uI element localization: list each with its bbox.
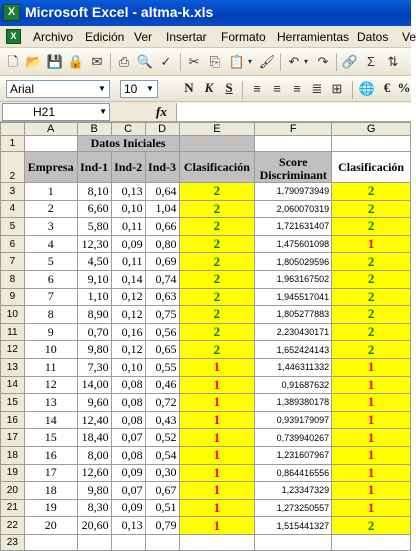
cell-empresa[interactable]: 3 <box>24 218 77 236</box>
cell-ind3[interactable]: 0,54 <box>145 446 179 464</box>
cell-clasificacion[interactable]: 1 <box>179 429 255 447</box>
row-header[interactable]: 1 <box>1 136 25 152</box>
cell-ind1[interactable]: 9,10 <box>77 270 111 288</box>
column-header-d[interactable]: D <box>145 123 179 136</box>
cell-ind2[interactable]: 0,08 <box>111 411 145 429</box>
cell-empresa[interactable]: 14 <box>24 411 77 429</box>
menu-ver[interactable]: Ver <box>134 30 153 44</box>
row-header[interactable]: 8 <box>1 270 25 288</box>
cell-empresa[interactable]: 10 <box>24 341 77 359</box>
cell-score[interactable]: 1,721631407 <box>255 218 332 236</box>
table-row <box>1 253 411 271</box>
align-center-icon[interactable]: ≡ <box>273 81 281 96</box>
cell-clasificacion-2[interactable]: 2 <box>332 517 411 535</box>
menu-insertar[interactable]: Insertar <box>166 30 207 44</box>
cell-ind2[interactable]: 0,08 <box>111 394 145 412</box>
table-row <box>1 499 411 517</box>
table-row <box>1 464 411 482</box>
cell-ind2[interactable]: 0,08 <box>111 376 145 394</box>
new-document-icon[interactable]: 🗋 <box>7 54 19 69</box>
table-row <box>1 411 411 429</box>
title-bar <box>0 0 411 26</box>
standard-toolbar <box>0 48 411 76</box>
cell-ind2[interactable]: 0,12 <box>111 288 145 306</box>
row-header[interactable]: 4 <box>1 200 25 218</box>
table-row <box>1 534 411 550</box>
row-header[interactable]: 11 <box>1 323 25 341</box>
cell-ind1[interactable]: 9,80 <box>77 341 111 359</box>
cell-ind1[interactable]: 12,40 <box>77 411 111 429</box>
cell-clasificacion-2[interactable]: 1 <box>332 411 411 429</box>
cell-empresa[interactable]: 12 <box>24 376 77 394</box>
cell-empresa[interactable]: 11 <box>24 358 77 376</box>
column-header-c[interactable]: C <box>111 123 145 136</box>
row-header[interactable]: 19 <box>1 464 25 482</box>
row-header[interactable]: 17 <box>1 429 25 447</box>
cell-score[interactable]: 0,91687632 <box>255 376 332 394</box>
cell[interactable] <box>179 136 255 152</box>
cell-ind3[interactable]: 0,52 <box>145 429 179 447</box>
save-icon[interactable]: 💾 <box>46 54 64 69</box>
toolbar-separator <box>336 53 337 71</box>
cell-empresa[interactable]: 8 <box>24 306 77 324</box>
autosum-icon[interactable]: Σ <box>366 54 376 69</box>
cell-empresa[interactable]: 19 <box>24 499 77 517</box>
column-header-b[interactable]: B <box>77 123 111 136</box>
cell[interactable] <box>24 136 77 152</box>
cell-clasificacion[interactable]: 1 <box>179 411 255 429</box>
cell-score[interactable]: 1,805029596 <box>255 253 332 271</box>
row-header[interactable]: 5 <box>1 218 25 236</box>
cell-clasificacion-2[interactable]: 1 <box>332 376 411 394</box>
cell-ind1[interactable]: 9,60 <box>77 394 111 412</box>
cell-clasificacion[interactable]: 2 <box>179 341 255 359</box>
cell-clasificacion[interactable]: 1 <box>179 517 255 535</box>
cell-ind3[interactable]: 0,75 <box>145 306 179 324</box>
cell-clasificacion-2[interactable]: 2 <box>332 306 411 324</box>
row-header[interactable]: 18 <box>1 446 25 464</box>
cell[interactable] <box>255 534 332 550</box>
table-row <box>1 376 411 394</box>
cell-empresa[interactable]: 2 <box>24 200 77 218</box>
copy-icon[interactable]: ⎘ <box>209 54 221 69</box>
cell-ind2[interactable]: 0,07 <box>111 429 145 447</box>
cell-empresa[interactable]: 13 <box>24 394 77 412</box>
font-name-value: Arial <box>10 82 35 96</box>
cell-clasificacion[interactable]: 2 <box>179 183 255 201</box>
cell-ind2[interactable]: 0,12 <box>111 306 145 324</box>
row-header[interactable]: 20 <box>1 482 25 500</box>
row-header[interactable]: 13 <box>1 358 25 376</box>
cell-ind3[interactable]: 0,69 <box>145 253 179 271</box>
cell-clasificacion[interactable]: 2 <box>179 253 255 271</box>
cell-clasificacion[interactable]: 1 <box>179 376 255 394</box>
cell-ind3[interactable]: 0,51 <box>145 499 179 517</box>
table-row <box>1 270 411 288</box>
merged-title-cell[interactable]: Datos Iniciales <box>77 136 179 152</box>
cell-score[interactable]: 0,939179097 <box>255 411 332 429</box>
header-clasificacion-2[interactable]: Clasificación <box>332 152 411 183</box>
table-row <box>1 218 411 236</box>
formula-input[interactable] <box>176 103 411 121</box>
cell-ind2[interactable]: 0,09 <box>111 235 145 253</box>
row-header[interactable]: 12 <box>1 341 25 359</box>
permission-icon[interactable]: 🔒 <box>67 54 85 69</box>
cell-clasificacion[interactable]: 1 <box>179 482 255 500</box>
cell-ind2[interactable]: 0,10 <box>111 358 145 376</box>
cell-empresa[interactable]: 9 <box>24 323 77 341</box>
sort-icon[interactable]: ⇅ <box>387 54 399 69</box>
table-row <box>1 235 411 253</box>
italic-button[interactable]: K <box>204 80 214 95</box>
menu-ventana[interactable]: Ve <box>402 30 416 44</box>
cell-ind2[interactable]: 0,10 <box>111 200 145 218</box>
undo-icon[interactable]: ↶ <box>288 54 300 69</box>
cell-ind2[interactable]: 0,12 <box>111 341 145 359</box>
menu-formato[interactable]: Formato <box>221 30 266 44</box>
name-box-value: H21 <box>33 105 56 119</box>
cell[interactable] <box>255 136 332 152</box>
cell-empresa[interactable]: 7 <box>24 288 77 306</box>
percent-button[interactable]: % <box>397 80 411 95</box>
cell-clasificacion-2[interactable]: 1 <box>332 464 411 482</box>
cell-clasificacion[interactable]: 1 <box>179 499 255 517</box>
table-row <box>1 306 411 324</box>
cell-ind1[interactable]: 18,40 <box>77 429 111 447</box>
cell-ind3[interactable]: 0,64 <box>145 183 179 201</box>
cell-ind1[interactable]: 20,60 <box>77 517 111 535</box>
cell-clasificacion-2[interactable]: 1 <box>332 482 411 500</box>
cell-ind3[interactable]: 0,80 <box>145 235 179 253</box>
cell[interactable] <box>111 534 145 550</box>
table-row <box>1 341 411 359</box>
cell-clasificacion-2[interactable]: 1 <box>332 429 411 447</box>
paste-icon[interactable]: 📋 <box>228 54 246 69</box>
table-row <box>1 446 411 464</box>
row-header[interactable]: 21 <box>1 499 25 517</box>
cut-icon[interactable]: ✂ <box>188 54 200 69</box>
menu-edicion[interactable]: Edición <box>85 30 125 44</box>
cell[interactable] <box>332 136 411 152</box>
euro-button[interactable]: € <box>383 80 391 95</box>
cell-clasificacion[interactable]: 2 <box>179 235 255 253</box>
header-clasificacion[interactable]: Clasificación <box>179 152 255 183</box>
header-empresa[interactable]: Empresa <box>24 152 77 183</box>
cell-clasificacion[interactable]: 2 <box>179 288 255 306</box>
cell-score[interactable]: 1,23347329 <box>255 482 332 500</box>
cell-ind2[interactable]: 0,14 <box>111 270 145 288</box>
cell-empresa[interactable]: 17 <box>24 464 77 482</box>
cell-ind3[interactable]: 0,66 <box>145 218 179 236</box>
chevron-down-icon: ▼ <box>99 107 107 116</box>
name-box[interactable] <box>2 103 110 121</box>
cell-empresa[interactable]: 1 <box>24 183 77 201</box>
cell-ind2[interactable]: 0,11 <box>111 253 145 271</box>
cell-ind3[interactable]: 0,63 <box>145 288 179 306</box>
currency-style-icon[interactable]: 🌐 <box>358 81 376 96</box>
table-row <box>1 429 411 447</box>
row-header[interactable]: 22 <box>1 517 25 535</box>
cell-ind2[interactable]: 0,13 <box>111 517 145 535</box>
cell-score[interactable]: 1,231607967 <box>255 446 332 464</box>
cell-score[interactable]: 1,805277883 <box>255 306 332 324</box>
cell-score[interactable]: 2,230430171 <box>255 323 332 341</box>
cell-clasificacion[interactable]: 2 <box>179 306 255 324</box>
cell-clasificacion-2[interactable]: 2 <box>332 270 411 288</box>
table-row <box>1 358 411 376</box>
cell-ind3[interactable]: 0,46 <box>145 376 179 394</box>
window-title: Microsoft Excel - altma-k.xls <box>25 4 214 20</box>
row-header[interactable]: 10 <box>1 306 25 324</box>
table-row <box>1 517 411 535</box>
header-ind1[interactable]: Ind-1 <box>77 152 111 183</box>
cell-ind3[interactable]: 0,30 <box>145 464 179 482</box>
toolbar-separator <box>180 53 181 71</box>
cell-score[interactable]: 1,389380178 <box>255 394 332 412</box>
column-header-g[interactable]: G <box>332 123 411 136</box>
cell-ind3[interactable]: 0,79 <box>145 517 179 535</box>
cell-empresa[interactable]: 20 <box>24 517 77 535</box>
row-header[interactable]: 16 <box>1 411 25 429</box>
cell[interactable] <box>77 534 111 550</box>
cell-ind2[interactable]: 0,16 <box>111 323 145 341</box>
cell-score[interactable]: 1,273250557 <box>255 499 332 517</box>
insert-function-button[interactable]: fx <box>156 104 167 119</box>
cell-ind1[interactable]: 9,80 <box>77 482 111 500</box>
cell-ind3[interactable]: 0,72 <box>145 394 179 412</box>
cell-ind1[interactable]: 8,30 <box>77 499 111 517</box>
cell-ind1[interactable]: 12,30 <box>77 235 111 253</box>
table-row <box>1 288 411 306</box>
cell-empresa[interactable]: 18 <box>24 482 77 500</box>
cell-ind3[interactable]: 0,55 <box>145 358 179 376</box>
workbook-icon[interactable]: X <box>6 29 21 44</box>
cell-clasificacion-2[interactable]: 1 <box>332 235 411 253</box>
menu-archivo[interactable]: Archivo <box>33 30 74 44</box>
cell-clasificacion[interactable]: 1 <box>179 464 255 482</box>
cell-score[interactable]: 1,652424143 <box>255 341 332 359</box>
cell-ind3[interactable]: 0,43 <box>145 411 179 429</box>
header-score[interactable]: Score Discriminant <box>255 152 332 183</box>
cell-score[interactable]: 1,963167502 <box>255 270 332 288</box>
cell-clasificacion-2[interactable]: 2 <box>332 288 411 306</box>
cell-clasificacion[interactable]: 2 <box>179 323 255 341</box>
row-header[interactable]: 3 <box>1 183 25 201</box>
table-row <box>1 482 411 500</box>
column-header-a[interactable]: A <box>24 123 77 136</box>
print-preview-icon[interactable]: 🔍 <box>136 54 154 69</box>
cell-ind2[interactable]: 0,09 <box>111 464 145 482</box>
cell-clasificacion-2[interactable]: 1 <box>332 499 411 517</box>
cell-empresa[interactable]: 5 <box>24 253 77 271</box>
cell-ind2[interactable]: 0,09 <box>111 499 145 517</box>
select-all-corner[interactable] <box>1 123 25 136</box>
cell-score[interactable]: 1,446311332 <box>255 358 332 376</box>
cell-clasificacion-2[interactable]: 1 <box>332 394 411 412</box>
cell-ind1[interactable]: 14,00 <box>77 376 111 394</box>
formula-bar <box>0 102 411 122</box>
table-row <box>1 323 411 341</box>
row-header[interactable]: 15 <box>1 394 25 412</box>
cell-clasificacion[interactable]: 2 <box>179 200 255 218</box>
cell-ind1[interactable]: 8,90 <box>77 306 111 324</box>
cell-ind2[interactable]: 0,13 <box>111 183 145 201</box>
spelling-icon[interactable]: ✓ <box>160 54 172 69</box>
cell-empresa[interactable]: 6 <box>24 270 77 288</box>
cell-ind1[interactable]: 4,50 <box>77 253 111 271</box>
cell-ind1[interactable]: 8,10 <box>77 183 111 201</box>
header-ind3[interactable]: Ind-3 <box>145 152 179 183</box>
row-header[interactable]: 2 <box>1 152 25 183</box>
cell-clasificacion-2[interactable]: 2 <box>332 341 411 359</box>
cell-ind1[interactable]: 1,10 <box>77 288 111 306</box>
cell-empresa[interactable]: 4 <box>24 235 77 253</box>
cell[interactable] <box>24 534 77 550</box>
cell-clasificacion-2[interactable]: 2 <box>332 218 411 236</box>
table-row <box>1 183 411 201</box>
cell[interactable] <box>332 534 411 550</box>
cell-ind3[interactable]: 0,67 <box>145 482 179 500</box>
row-header[interactable]: 7 <box>1 253 25 271</box>
cell-score[interactable]: 0,739940267 <box>255 429 332 447</box>
excel-app-icon[interactable]: X <box>3 4 20 21</box>
font-size-value: 10 <box>124 82 138 96</box>
cell-clasificacion[interactable]: 1 <box>179 394 255 412</box>
cell-clasificacion[interactable]: 1 <box>179 358 255 376</box>
font-name-select[interactable] <box>6 80 110 98</box>
cell-clasificacion-2[interactable]: 1 <box>332 446 411 464</box>
merge-center-icon[interactable]: ⊞ <box>331 81 343 96</box>
undo-dropdown-icon[interactable]: ▾ <box>303 57 308 66</box>
hyperlink-icon[interactable]: 🔗 <box>341 54 359 69</box>
spreadsheet-table <box>0 122 411 551</box>
cell-empresa[interactable]: 16 <box>24 446 77 464</box>
bold-button[interactable]: N <box>184 80 194 95</box>
cell-clasificacion-2[interactable]: 1 <box>332 358 411 376</box>
paste-dropdown-icon[interactable]: ▾ <box>247 57 252 66</box>
row-header[interactable]: 23 <box>1 534 25 550</box>
cell-score[interactable]: 1,475601098 <box>255 235 332 253</box>
column-header-e[interactable]: E <box>179 123 255 136</box>
column-header-f[interactable]: F <box>255 123 332 136</box>
table-row <box>1 200 411 218</box>
cell-clasificacion-2[interactable]: 2 <box>332 183 411 201</box>
cell-ind1[interactable]: 0,70 <box>77 323 111 341</box>
cell-ind3[interactable]: 0,56 <box>145 323 179 341</box>
align-right-icon[interactable]: ≡ <box>293 81 301 96</box>
cell-clasificacion[interactable]: 2 <box>179 270 255 288</box>
email-icon[interactable]: ✉ <box>91 54 103 69</box>
cell-ind1[interactable]: 7,30 <box>77 358 111 376</box>
cell-ind2[interactable]: 0,11 <box>111 218 145 236</box>
table-row <box>1 394 411 412</box>
cell-clasificacion[interactable]: 2 <box>179 218 255 236</box>
cell-clasificacion-2[interactable]: 2 <box>332 253 411 271</box>
cell-ind3[interactable]: 1,04 <box>145 200 179 218</box>
menu-datos[interactable]: Datos <box>357 30 389 44</box>
worksheet-grid <box>0 122 411 548</box>
toolbar-separator <box>110 53 111 71</box>
open-folder-icon[interactable]: 📂 <box>25 54 43 69</box>
chevron-down-icon: ▼ <box>98 84 106 93</box>
row-header[interactable]: 9 <box>1 288 25 306</box>
cell-score[interactable]: 1,515441327 <box>255 517 332 535</box>
cell-score[interactable]: 1,790973949 <box>255 183 332 201</box>
justify-icon[interactable]: ≣ <box>311 81 323 96</box>
chevron-down-icon: ▼ <box>146 84 154 93</box>
cell-empresa[interactable]: 15 <box>24 429 77 447</box>
cell-ind1[interactable]: 8,00 <box>77 446 111 464</box>
header-ind2[interactable]: Ind-2 <box>111 152 145 183</box>
toolbar-separator <box>352 81 353 99</box>
cell-score[interactable]: 1,945517041 <box>255 288 332 306</box>
menu-bar <box>0 26 416 48</box>
print-icon[interactable]: ⎙ <box>118 54 130 69</box>
cell-ind1[interactable]: 5,80 <box>77 218 111 236</box>
cell-ind1[interactable]: 12,60 <box>77 464 111 482</box>
redo-icon[interactable]: ↷ <box>317 54 329 69</box>
cell-ind3[interactable]: 0,65 <box>145 341 179 359</box>
cell-ind2[interactable]: 0,07 <box>111 482 145 500</box>
format-painter-icon[interactable]: 🖌 <box>258 54 276 69</box>
cell-clasificacion-2[interactable]: 2 <box>332 323 411 341</box>
toolbar-separator <box>280 53 281 71</box>
menu-herramientas[interactable]: Herramientas <box>277 30 350 44</box>
toolbar-separator <box>242 81 243 99</box>
cell-clasificacion-2[interactable]: 2 <box>332 200 411 218</box>
underline-button[interactable]: S <box>225 80 233 95</box>
cell[interactable] <box>145 534 179 550</box>
cell-ind2[interactable]: 0,08 <box>111 446 145 464</box>
font-size-select[interactable] <box>120 80 158 98</box>
cell-ind3[interactable]: 0,74 <box>145 270 179 288</box>
cell[interactable] <box>179 534 255 550</box>
formatting-toolbar <box>0 76 411 102</box>
cell-score[interactable]: 2,060070319 <box>255 200 332 218</box>
cell-clasificacion[interactable]: 1 <box>179 446 255 464</box>
row-header[interactable]: 14 <box>1 376 25 394</box>
cell-score[interactable]: 0,864416556 <box>255 464 332 482</box>
cell-ind1[interactable]: 6,60 <box>77 200 111 218</box>
row-header[interactable]: 6 <box>1 235 25 253</box>
align-left-icon[interactable]: ≡ <box>253 81 261 96</box>
